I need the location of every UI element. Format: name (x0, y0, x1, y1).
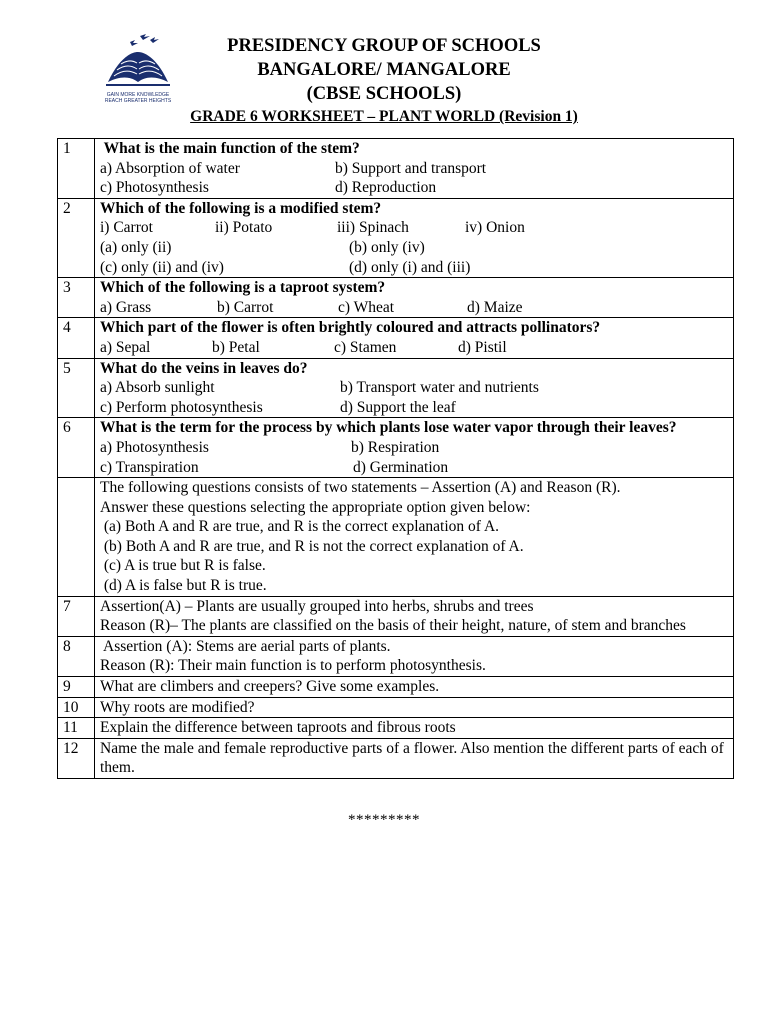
item-i: i) Carrot (100, 219, 153, 237)
option-b: b) Carrot (217, 298, 274, 316)
instructions-line: The following questions consists of two statements – Assertion (A) and Reason (R). (100, 479, 621, 497)
instructions-option-c: (c) A is true but R is false. (100, 557, 266, 575)
question-cell (95, 418, 734, 478)
question-row-1 (58, 139, 734, 199)
option-c: (c) only (ii) and (iv) (100, 258, 224, 276)
question-number: 8 (58, 636, 95, 676)
assertion-reason-instructions-row (58, 478, 734, 597)
question-number: 1 (58, 139, 95, 199)
question-cell (95, 358, 734, 418)
question-row-3 (58, 278, 734, 318)
question-number: 6 (58, 418, 95, 478)
instructions-option-a: (a) Both A and R are true, and R is the correct explanation of A. (100, 518, 500, 536)
school-location: BANGALORE/ MANGALORE (257, 60, 511, 80)
question-row-11 (58, 718, 734, 739)
option-d: d) Maize (467, 298, 523, 316)
question-row-7 (58, 596, 734, 636)
option-c: c) Photosynthesis (100, 179, 209, 197)
worksheet-title: GRADE 6 WORKSHEET – PLANT WORLD (Revision 1) (190, 108, 578, 125)
question-number: 9 (58, 677, 95, 698)
question-text: Explain the difference between taproots and fibrous roots (95, 718, 734, 739)
option-a: a) Sepal (100, 338, 151, 356)
question-row-4 (58, 318, 734, 358)
question-number: 7 (58, 596, 95, 636)
question-text: Which part of the flower is often brightly coloured and attracts pollinators? (100, 319, 601, 337)
option-b: (b) only (iv) (349, 238, 425, 256)
option-b: b) Transport water and nutrients (340, 379, 539, 397)
instructions-option-d: (d) A is false but R is true. (100, 577, 267, 595)
question-number: 11 (58, 718, 95, 739)
item-iii: iii) Spinach (337, 219, 409, 237)
question-row-2 (58, 198, 734, 277)
question-number: 12 (58, 738, 95, 778)
assertion-text: Assertion (A): Stems are aerial parts of plants. (100, 637, 391, 655)
question-text: What are climbers and creepers? Give some examples. (95, 677, 734, 698)
question-number-empty (58, 478, 95, 597)
option-b: b) Petal (212, 338, 260, 356)
question-number: 2 (58, 198, 95, 277)
question-cell (95, 278, 734, 318)
item-iv: iv) Onion (465, 219, 525, 237)
logo-tagline: GAIN MORE KNOWLEDGE (106, 92, 170, 98)
option-d: d) Germination (353, 458, 449, 476)
option-a: a) Photosynthesis (100, 438, 209, 456)
school-name: PRESIDENCY GROUP OF SCHOOLS (227, 36, 541, 56)
question-text: What is the term for the process by which plants lose water vapor through their leaves? (100, 419, 677, 437)
question-number: 10 (58, 697, 95, 718)
option-c: c) Perform photosynthesis (100, 398, 263, 416)
assertion-text: Assertion(A) – Plants are usually grouped into herbs, shrubs and trees (100, 597, 534, 615)
end-marker: ********* (348, 812, 420, 828)
question-text: What do the veins in leaves do? (100, 359, 308, 377)
question-row-6 (58, 418, 734, 478)
question-cell (95, 636, 734, 676)
question-cell (95, 318, 734, 358)
question-cell (95, 198, 734, 277)
option-c: c) Transpiration (100, 458, 199, 476)
option-b: b) Respiration (351, 438, 440, 456)
question-number: 5 (58, 358, 95, 418)
question-row-9 (58, 677, 734, 698)
question-number: 3 (58, 278, 95, 318)
question-row-10 (58, 697, 734, 718)
option-c: c) Wheat (338, 298, 395, 316)
question-row-8 (58, 636, 734, 676)
option-a: (a) only (ii) (100, 238, 172, 256)
option-b: b) Support and transport (335, 159, 487, 177)
question-text: Which of the following is a modified stem? (100, 199, 382, 217)
logo-tagline: REACH GREATER HEIGHTS (104, 98, 172, 104)
question-text: Why roots are modified? (95, 697, 734, 718)
option-d: (d) only (i) and (iii) (349, 258, 471, 276)
question-number: 4 (58, 318, 95, 358)
question-cell (95, 596, 734, 636)
question-row-5 (58, 358, 734, 418)
instructions-option-b: (b) Both A and R are true, and R is not the correct explanation of A. (100, 537, 524, 555)
option-d: d) Support the leaf (340, 398, 456, 416)
question-row-12 (58, 738, 734, 778)
option-c: c) Stamen (334, 338, 397, 356)
option-a: a) Grass (100, 298, 152, 316)
option-a: a) Absorb sunlight (100, 379, 215, 397)
option-d: d) Reproduction (335, 179, 437, 197)
question-text: Which of the following is a taproot system? (100, 279, 386, 297)
question-cell (95, 139, 734, 199)
worksheet-table (57, 138, 734, 779)
option-a: a) Absorption of water (100, 159, 240, 177)
question-text: Name the male and female reproductive parts of a flower. Also mention the different parts of each of them. (95, 738, 734, 778)
option-d: d) Pistil (458, 338, 507, 356)
item-ii: ii) Potato (215, 219, 273, 237)
question-text: What is the main function of the stem? (100, 140, 360, 157)
school-board: (CBSE SCHOOLS) (306, 84, 462, 104)
reason-text: Reason (R): Their main function is to perform photosynthesis. (100, 657, 486, 675)
instructions-line: Answer these questions selecting the appropriate option given below: (100, 498, 531, 516)
reason-text: Reason (R)– The plants are classified on the basis of their height, nature, of stem and branches (100, 617, 686, 635)
instructions-cell (95, 478, 734, 597)
